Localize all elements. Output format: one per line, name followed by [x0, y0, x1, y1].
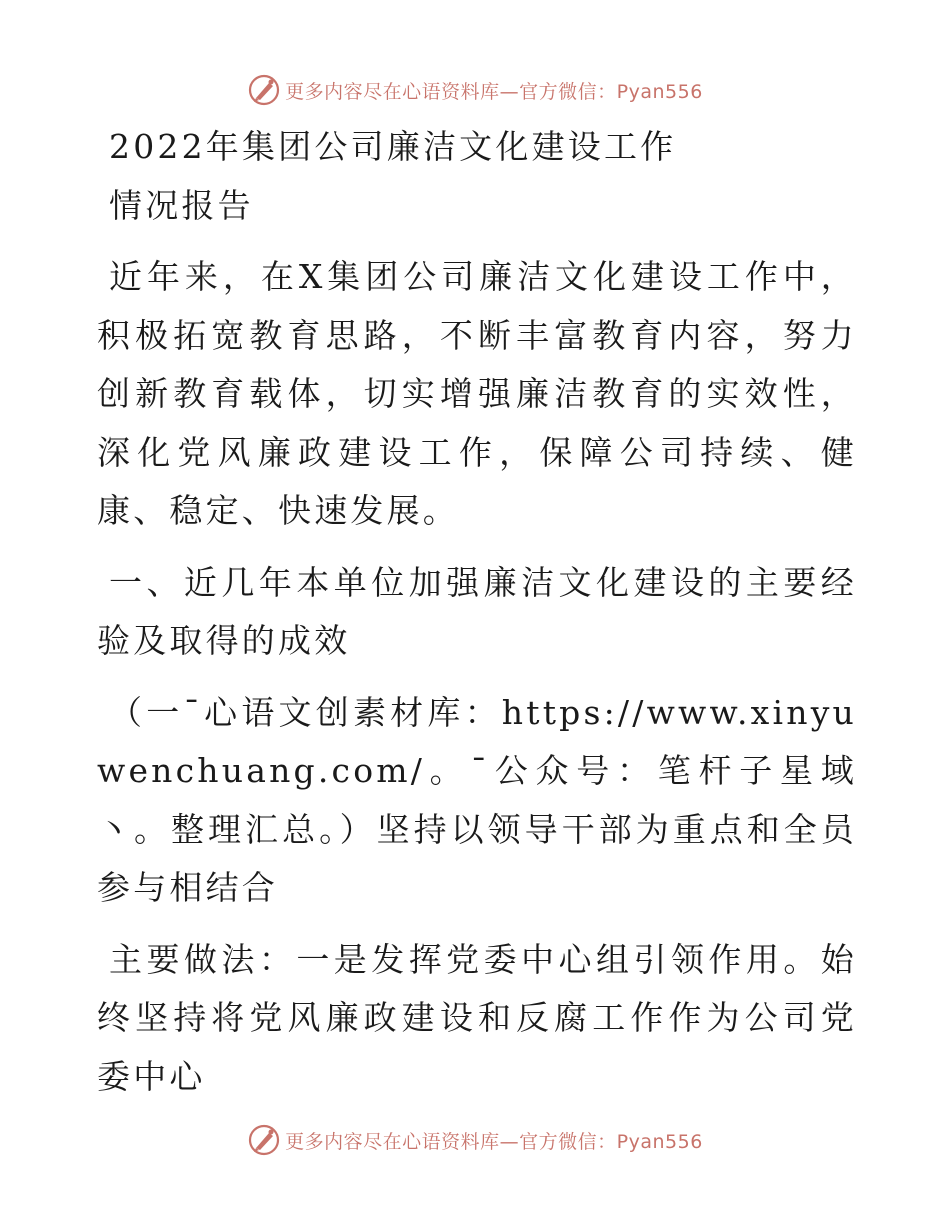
document-subtitle: 情况报告	[109, 185, 254, 225]
watermark-text: 更多内容尽在心语资料库—官方微信：Pyan556	[285, 80, 703, 103]
document-body	[97, 118, 857, 1106]
intro-paragraph: 近年来，在X集团公司廉洁文化建设工作中，积极拓宽教育思路，不断丰富教育内容，努力创新教育载体，切实增强廉洁教育的实效性，深化党风廉政建设工作，保障公司持续、健康、稳定、快速发展。	[97, 257, 857, 530]
pen-logo-icon	[247, 73, 281, 107]
main-practice-paragraph: 主要做法：一是发挥党委中心组引领作用。始终坚持将党风廉政建设和反腐工作作为公司党委中心	[97, 939, 857, 1096]
subsection-heading: （一¯心语文创素材库：https://www.xinyuwenchuang.com/。¯公众号：笔杆子星域丶。整理汇总。）坚持以领导干部为重点和全员参与相结合	[97, 692, 857, 907]
watermark-banner-top	[0, 68, 950, 112]
watermark-text: 更多内容尽在心语资料库—官方微信：Pyan556	[285, 1130, 703, 1153]
document-title: 2022年集团公司廉洁文化建设工作	[109, 127, 677, 166]
section-heading: 一、近几年本单位加强廉洁文化建设的主要经验及取得的成效	[97, 562, 857, 660]
pen-logo-icon	[247, 1123, 281, 1157]
watermark-banner-bottom	[0, 1118, 950, 1162]
